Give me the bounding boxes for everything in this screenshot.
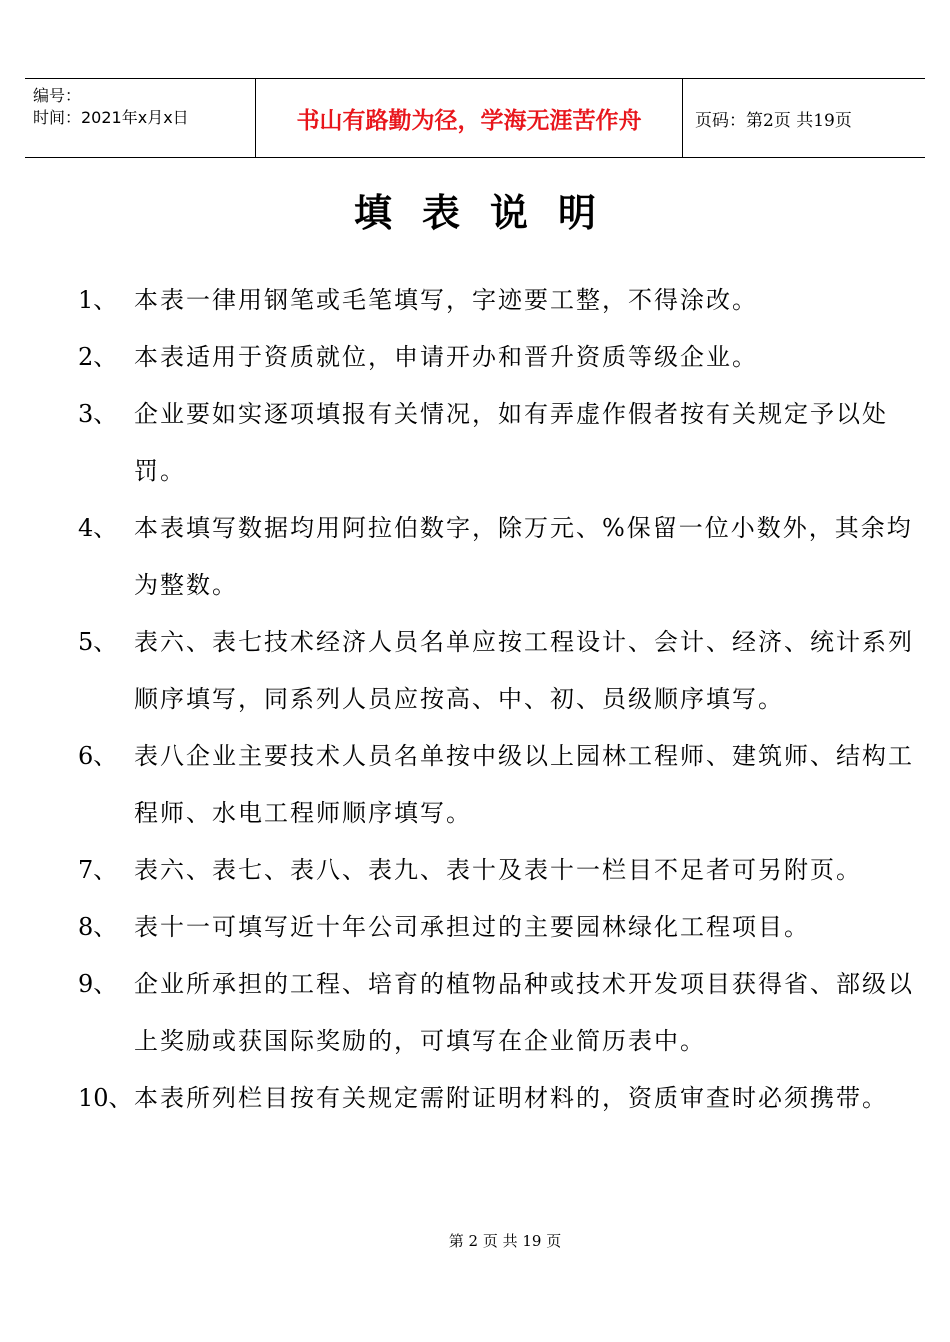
list-item	[78, 899, 918, 956]
item-text: 表八企业主要技术人员名单按中级以上园林工程师、建筑师、结构工程师、水电工程师顺序填写。	[134, 742, 914, 827]
document-title: 填表说明	[353, 191, 626, 235]
item-number: 2、	[78, 343, 118, 371]
page-header	[25, 78, 925, 158]
list-item	[78, 842, 918, 899]
list-item	[78, 956, 918, 1070]
item-text: 表十一可填写近十年公司承担过的主要园林绿化工程项目。	[134, 913, 810, 941]
page-footer: 第 2 页 共 19 页	[448, 1232, 562, 1250]
list-item	[78, 614, 918, 728]
item-text: 表六、表七、表八、表九、表十及表十一栏目不足者可另附页。	[134, 856, 862, 884]
item-number: 3、	[78, 400, 118, 428]
item-text: 企业要如实逐项填报有关情况，如有弄虚作假者按有关规定予以处罚。	[134, 400, 888, 485]
item-number: 10、	[78, 1084, 133, 1112]
item-text: 本表适用于资质就位，申请开办和晋升资质等级企业。	[134, 343, 758, 371]
item-number: 1、	[78, 286, 118, 314]
item-number: 9、	[78, 970, 118, 998]
item-text: 本表填写数据均用阿拉伯数字，除万元、%保留一位小数外，其余均为整数。	[134, 514, 913, 599]
item-text: 本表一律用钢笔或毛笔填写，字迹要工整，不得涂改。	[134, 286, 758, 314]
header-motto: 书山有路勤为径，学海无涯苦作舟	[256, 79, 683, 157]
item-number: 8、	[78, 913, 118, 941]
header-meta	[25, 79, 256, 157]
list-item	[78, 272, 918, 329]
item-number: 7、	[78, 856, 118, 884]
item-text: 本表所列栏目按有关规定需附证明材料的，资质审查时必须携带。	[134, 1084, 888, 1112]
header-page-info: 页码：第2页 共19页	[695, 110, 852, 131]
item-number: 6、	[78, 742, 118, 770]
instruction-list	[78, 272, 918, 1127]
item-number: 5、	[78, 628, 118, 656]
list-item	[78, 329, 918, 386]
time-label: 时间：2021年x月x日	[33, 108, 189, 127]
item-text: 企业所承担的工程、培育的植物品种或技术开发项目获得省、部级以上奖励或获国际奖励的，可填写在企业简历表中。	[134, 970, 914, 1055]
item-number: 4、	[78, 514, 118, 542]
list-item	[78, 1070, 918, 1127]
list-item	[78, 728, 918, 842]
list-item	[78, 386, 918, 500]
list-item	[78, 500, 918, 614]
number-label: 编号：	[33, 86, 82, 105]
item-text: 表六、表七技术经济人员名单应按工程设计、会计、经济、统计系列顺序填写，同系列人员应按高、中、初、员级顺序填写。	[134, 628, 914, 713]
